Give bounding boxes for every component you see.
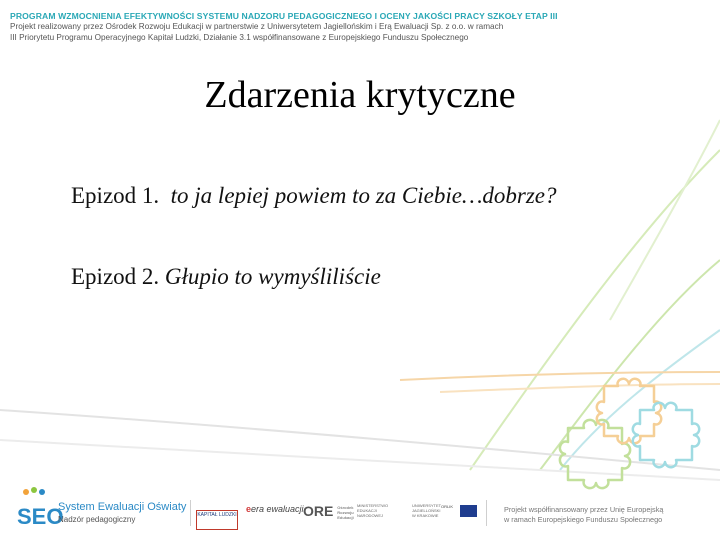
eu-flag-icon	[460, 505, 477, 517]
seo-logo-icon	[14, 486, 64, 532]
ministry-logo: MINISTERSTWO EDUKACJI NARODOWEJ	[357, 503, 389, 518]
kapital-ludzki-logo: KAPITAŁ LUDZKI	[196, 503, 238, 530]
orlik-logo: ORLIK	[441, 504, 454, 509]
era-ewaluacji-logo: eera ewaluacji	[246, 504, 304, 514]
seo-brand	[58, 501, 186, 524]
program-title: PROGRAM WZMOCNIENIA EFEKTYWNOŚCI SYSTEMU NADZORU PEDAGOGICZNEGO I OCENY JAKOŚCI PRACY SZKOŁY ETAP III	[10, 11, 558, 21]
episode-2-text: Głupio to wymyśliliście	[164, 264, 381, 289]
slide-title: Zdarzenia krytyczne	[204, 74, 516, 116]
uj-logo: UNIWERSYTET JAGIELLOŃSKI W KRAKOWIE	[412, 503, 442, 518]
decor-line-orange-2	[440, 384, 720, 392]
ore-logo: ORE Ośrodek Rozwoju Edukacji	[303, 503, 354, 520]
project-info-line-2: III Priorytetu Programu Operacyjnego Kapitał Ludzki, Działanie 3.1 współfinansowane z Europejskiego Funduszu Społecznego	[10, 33, 469, 42]
eu-cofinancing-text	[504, 505, 663, 525]
episode-2-label: Epizod 2.	[71, 264, 160, 289]
episode-1	[71, 183, 557, 209]
svg-text:SEO: SEO	[17, 504, 64, 529]
seo-title: System Ewaluacji Oświaty	[58, 501, 187, 513]
episode-2	[71, 264, 381, 290]
episode-1-text: to ja lepiej powiem to za Ciebie…dobrze?	[170, 183, 557, 208]
footer-divider	[486, 500, 487, 526]
footer-divider	[190, 500, 191, 526]
project-header	[10, 11, 710, 43]
decor-line-green-3	[610, 120, 720, 320]
decor-line-orange-1	[400, 372, 720, 380]
episode-1-label: Epizod 1.	[71, 183, 160, 208]
eu-line-2: w ramach Europejskiego Funduszu Społecznego	[504, 515, 663, 524]
footer-logos	[0, 486, 720, 540]
project-info-line-1: Projekt realizowany przez Ośrodek Rozwoju Edukacji w partnerstwie z Uniwersytetem Jagiellońskim i Erą Ewaluacji Sp. z o.o. w ramach	[10, 22, 504, 31]
seo-subtitle: Nadzór pedagogiczny	[58, 515, 136, 524]
eu-line-1: Projekt współfinansowany przez Unię Europejską	[504, 505, 664, 514]
